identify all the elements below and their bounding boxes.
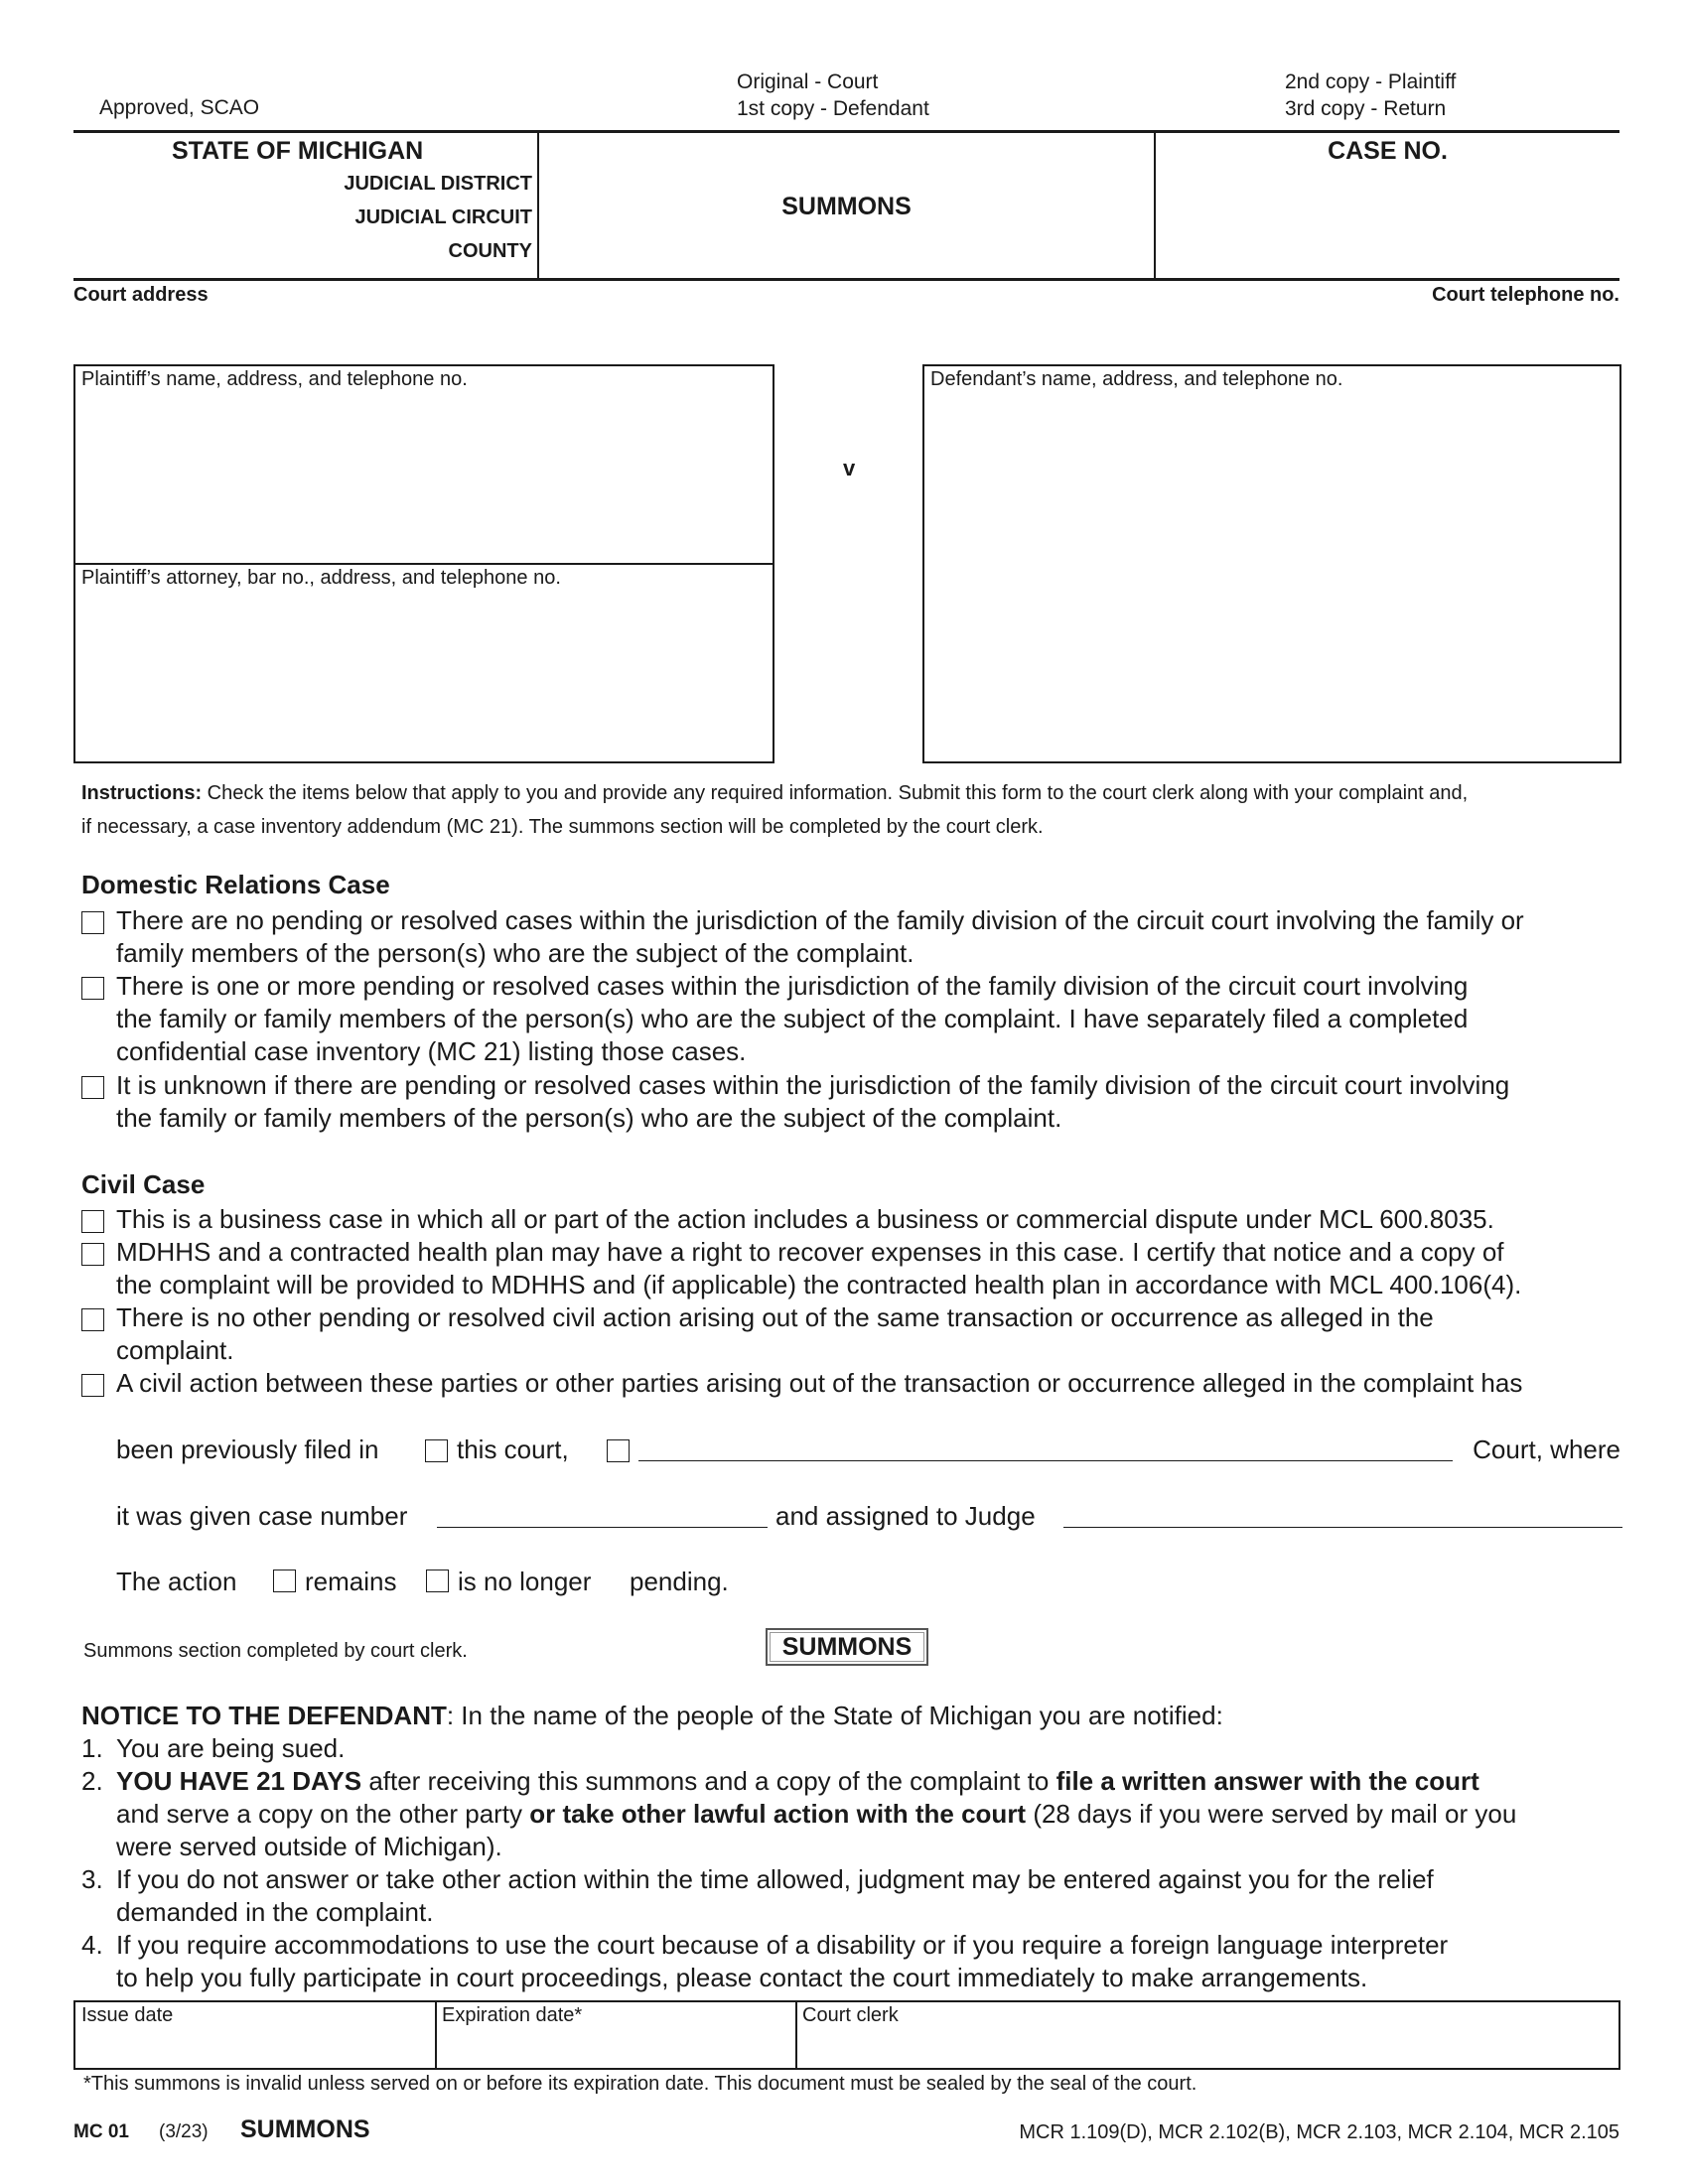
summons-title: SUMMONS <box>781 1633 913 1661</box>
judicial-district-label: JUDICIAL DISTRICT <box>344 173 532 195</box>
notice-3-line-1: If you do not answer or take other action within the time allowed, judgment may be entered against you for the relief <box>116 1864 1434 1894</box>
plaintiff-label: Plaintiff’s name, address, and telephone no. <box>81 368 468 390</box>
notice-rest: : In the name of the people of the State of Michigan you are notified: <box>446 1701 1223 1730</box>
civil-item-3-line-1: There is no other pending or resolved civil action arising out of the same transaction or occurrence as alleged in the <box>116 1302 1434 1332</box>
notice-num-1: 1. <box>81 1733 103 1763</box>
the-action-label: The action <box>116 1567 237 1596</box>
pending-label: pending. <box>630 1567 729 1596</box>
plaintiff-box[interactable] <box>73 364 774 763</box>
top-rule <box>73 130 1619 133</box>
this-court-label: this court, <box>457 1434 569 1464</box>
domestic-item-1-line-1: There are no pending or resolved cases within the jurisdiction of the family division of the circuit court involving the family or <box>116 905 1524 935</box>
notice-3-line-2: demanded in the complaint. <box>116 1897 434 1927</box>
state-label: STATE OF MICHIGAN <box>172 137 424 165</box>
domestic-unknown-checkbox[interactable] <box>81 1076 104 1099</box>
clerk-note: Summons section completed by court clerk. <box>83 1640 468 1662</box>
notice-2-text-b: and serve a copy on the other party <box>116 1799 530 1829</box>
court-phone-label: Court telephone no. <box>1432 284 1619 306</box>
remains-label: remains <box>305 1567 397 1596</box>
notice-heading <box>81 1700 1630 1732</box>
issue-date-label: Issue date <box>81 2004 174 2026</box>
domestic-no-cases-checkbox[interactable] <box>81 911 104 934</box>
court-where-label: Court, where <box>1473 1434 1620 1464</box>
county-label: COUNTY <box>448 240 532 262</box>
civil-business-case-checkbox[interactable] <box>81 1210 104 1233</box>
domestic-item-2-line-2: the family or family members of the person(s) who are the subject of the complaint. I have separately filed a completed <box>116 1004 1469 1033</box>
defendant-box[interactable] <box>922 364 1621 763</box>
civil-item-3-line-2: complaint. <box>116 1335 234 1365</box>
this-court-checkbox[interactable] <box>425 1439 448 1462</box>
civil-item-1-line-1: This is a business case in which all or part of the action includes a business or commercial dispute under MCL 600.8035. <box>116 1204 1494 1234</box>
form-id: MC 01 <box>73 2121 129 2142</box>
domestic-item-3-line-1: It is unknown if there are pending or resolved cases within the jurisdiction of the family division of the circuit court involving <box>116 1070 1510 1100</box>
court-rules: MCR 1.109(D), MCR 2.102(B), MCR 2.103, MCR 2.104, MCR 2.105 <box>1019 2121 1619 2143</box>
court-clerk-label: Court clerk <box>802 2004 899 2026</box>
case-no-label: CASE NO. <box>1328 137 1448 165</box>
notice-2-text-c: (28 days if you were served by mail or you <box>1026 1799 1517 1829</box>
copies-right <box>1285 68 1456 122</box>
domestic-item-1-line-2: family members of the person(s) who are the subject of the complaint. <box>116 938 914 968</box>
assigned-judge-label: and assigned to Judge <box>775 1501 1036 1531</box>
notice-lead: NOTICE TO THE DEFENDANT <box>81 1701 447 1730</box>
no-longer-checkbox[interactable] <box>426 1570 449 1592</box>
issue-table <box>73 2000 1620 2070</box>
notice-item-3 <box>116 1863 1630 1929</box>
case-number-label: it was given case number <box>116 1501 408 1531</box>
instructions-line2: if necessary, a case inventory addendum (MC 21). The summons section will be completed by the court clerk. <box>81 816 1044 838</box>
other-court-name-field[interactable] <box>638 1460 1453 1461</box>
notice-21-days: YOU HAVE 21 DAYS <box>116 1766 362 1796</box>
issue-table-divider-1 <box>435 2002 437 2068</box>
notice-item-4 <box>116 1929 1630 1994</box>
domestic-heading: Domestic Relations Case <box>81 870 390 899</box>
copy-first: 1st copy - Defendant <box>737 97 929 120</box>
summons-title-box <box>766 1628 928 1666</box>
civil-item-4-line-1: A civil action between these parties or other parties arising out of the transaction or occurrence alleged in the complaint has <box>116 1368 1523 1398</box>
other-court-checkbox[interactable] <box>607 1439 630 1462</box>
notice-2-text-a: after receiving this summons and a copy of the complaint to <box>361 1766 1056 1796</box>
notice-4-line-2: to help you fully participate in court proceedings, please contact the court immediately to make arrangements. <box>116 1963 1368 1992</box>
civil-mdhhs-checkbox[interactable] <box>81 1243 104 1266</box>
notice-file-answer: file a written answer with the court <box>1055 1766 1479 1796</box>
notice-num-2: 2. <box>81 1766 103 1796</box>
civil-no-other-action-checkbox[interactable] <box>81 1308 104 1331</box>
prev-filed-label: been previously filed in <box>116 1434 379 1464</box>
civil-item-2-line-2: the complaint will be provided to MDHHS and (if applicable) the contracted health plan in accordance with MCL 400.106(4). <box>116 1270 1522 1299</box>
court-address-label: Court address <box>73 284 209 306</box>
notice-num-4: 4. <box>81 1930 103 1960</box>
court-block-bottom-rule <box>73 278 1619 281</box>
domestic-item-2-line-3: confidential case inventory (MC 21) listing those cases. <box>116 1036 747 1066</box>
defendant-label: Defendant’s name, address, and telephone no. <box>930 368 1343 390</box>
copy-second: 2nd copy - Plaintiff <box>1285 70 1457 93</box>
form-title: SUMMONS <box>781 193 912 220</box>
instructions-line1: Check the items below that apply to you and provide any required information. Submit this form to the court clerk along with your complaint and, <box>202 782 1469 804</box>
notice-2-text-d: were served outside of Michigan). <box>116 1832 502 1861</box>
plaintiff-attorney-divider <box>75 563 773 565</box>
versus-label: v <box>843 456 856 480</box>
domestic-item-3-line-2: the family or family members of the person(s) who are the subject of the complaint. <box>116 1103 1062 1133</box>
instructions-lead: Instructions: <box>81 782 203 804</box>
footer-title: SUMMONS <box>240 2116 370 2143</box>
notice-4-line-1: If you require accommodations to use the court because of a disability or if you require a foreign language interpreter <box>116 1930 1449 1960</box>
attorney-label: Plaintiff’s attorney, bar no., address, and telephone no. <box>81 567 561 589</box>
copies-left <box>737 68 929 122</box>
notice-num-3: 3. <box>81 1864 103 1894</box>
instructions <box>81 776 1630 844</box>
approved-scao: Approved, SCAO <box>99 96 260 119</box>
notice-item-2 <box>116 1765 1630 1863</box>
judicial-circuit-label: JUDICIAL CIRCUIT <box>354 206 532 228</box>
civil-heading: Civil Case <box>81 1169 206 1199</box>
form-revision: (3/23) <box>159 2121 209 2142</box>
no-longer-label: is no longer <box>458 1567 592 1596</box>
expiration-footnote: *This summons is invalid unless served on or before its expiration date. This document must be sealed by the seal of the court. <box>83 2073 1197 2095</box>
copy-original: Original - Court <box>737 70 879 93</box>
notice-lawful-action: or take other lawful action with the court <box>529 1799 1027 1829</box>
expiration-date-label: Expiration date* <box>442 2004 583 2026</box>
domestic-has-cases-checkbox[interactable] <box>81 977 104 1000</box>
domestic-item-2-line-1: There is one or more pending or resolved cases within the jurisdiction of the family division of the circuit court involving <box>116 971 1469 1001</box>
judge-name-field[interactable] <box>1063 1527 1622 1528</box>
notice-item-1: You are being sued. <box>116 1733 346 1763</box>
issue-table-divider-2 <box>795 2002 797 2068</box>
civil-item-2-line-1: MDHHS and a contracted health plan may have a right to recover expenses in this case. I certify that notice and a copy of <box>116 1237 1504 1267</box>
copy-third: 3rd copy - Return <box>1285 97 1447 120</box>
civil-previous-action-checkbox[interactable] <box>81 1374 104 1397</box>
remains-checkbox[interactable] <box>273 1570 296 1592</box>
prior-case-number-field[interactable] <box>437 1527 768 1528</box>
